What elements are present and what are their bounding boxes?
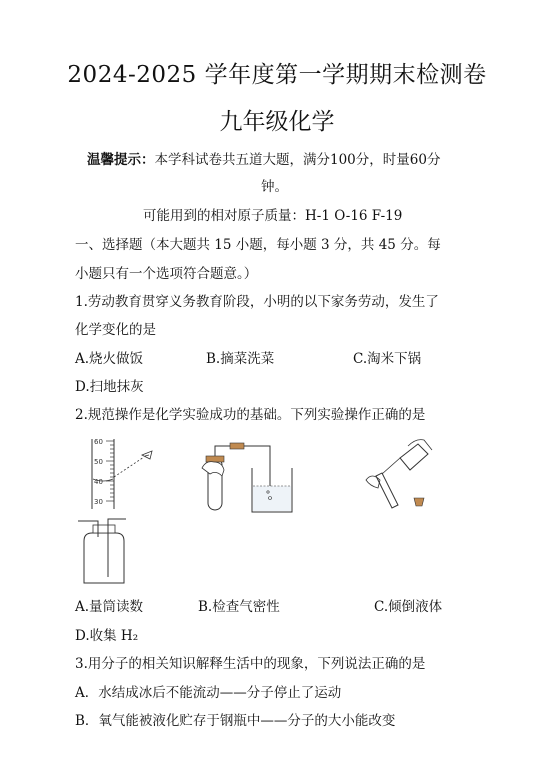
eye-icon [142,451,152,459]
q3-option-a: A．水结成冰后不能流动——分子停止了运动 [75,685,342,701]
section-heading-line2: 小题只有一个选项符合题意。） [75,266,258,282]
pouring-liquid-figure [352,436,437,516]
beaker-water [253,486,291,511]
q3-option-b: B．氧气能被液化贮存于钢瓶中——分子的大小能改变 [75,713,396,729]
sight-line [114,457,144,477]
question-1-stem-line1: 1.劳动教育贯穿义务教育阶段，小明的以下家务劳动，发生了 [75,294,439,310]
q1-option-a: A.烧火做饭 [75,351,144,367]
q1-option-d: D.扫地抹灰 [75,379,144,395]
question-3-stem: 3.用分子的相关知识解释生活中的现象，下列说法正确的是 [75,656,426,672]
tilted-test-tube [376,473,398,508]
notice-line [87,148,440,168]
tick-label-50: 50 [94,458,103,466]
q2-option-b: B.检查气密性 [198,599,280,615]
hand-icon [366,476,380,488]
exam-subtitle: 九年级化学 [219,109,335,135]
question-2-stem: 2.规范操作是化学实验成功的基础。下列实验操作正确的是 [75,407,426,423]
reagent-bottle [400,444,428,470]
pouring-stream [382,458,400,474]
collection-bottle [84,533,124,583]
q1-option-c: C.淘米下锅 [353,351,422,367]
notice-label: 温馨提示： [87,152,155,168]
notice-continuation: 钟。 [261,179,288,195]
q2-option-c: C.倾倒液体 [374,599,443,615]
tick-label-40: 40 [94,478,103,486]
q2-option-a: A.量筒读数 [75,599,144,615]
exam-title: 2024-2025 学年度第一学期期末检测卷 [67,62,487,88]
cylinder-scale [106,441,114,501]
airtightness-figure [188,440,298,516]
bottle-stopper [414,498,424,506]
notice-text: 本学科试卷共五道大题，满分100分，时量60分 [154,152,441,168]
question-1-stem-line2: 化学变化的是 [75,322,156,338]
tick-label-30: 30 [94,498,103,506]
section-heading-line1: 一、选择题（本大题共 15 小题，每小题 3 分，共 45 分。每 [75,237,441,253]
q1-option-b: B.摘菜洗菜 [206,351,275,367]
rubber-connector [230,443,244,449]
gas-collection-figure [76,517,132,585]
stopper [206,456,224,462]
bottle-stopper [93,525,115,533]
atomic-mass-note: 可能用到的相对原子质量：H-1 O-16 F-19 [143,208,403,224]
q2-option-d: D.收集 H₂ [75,628,139,644]
cylinder-reading-figure [82,435,162,511]
tick-label-60: 60 [94,438,103,446]
